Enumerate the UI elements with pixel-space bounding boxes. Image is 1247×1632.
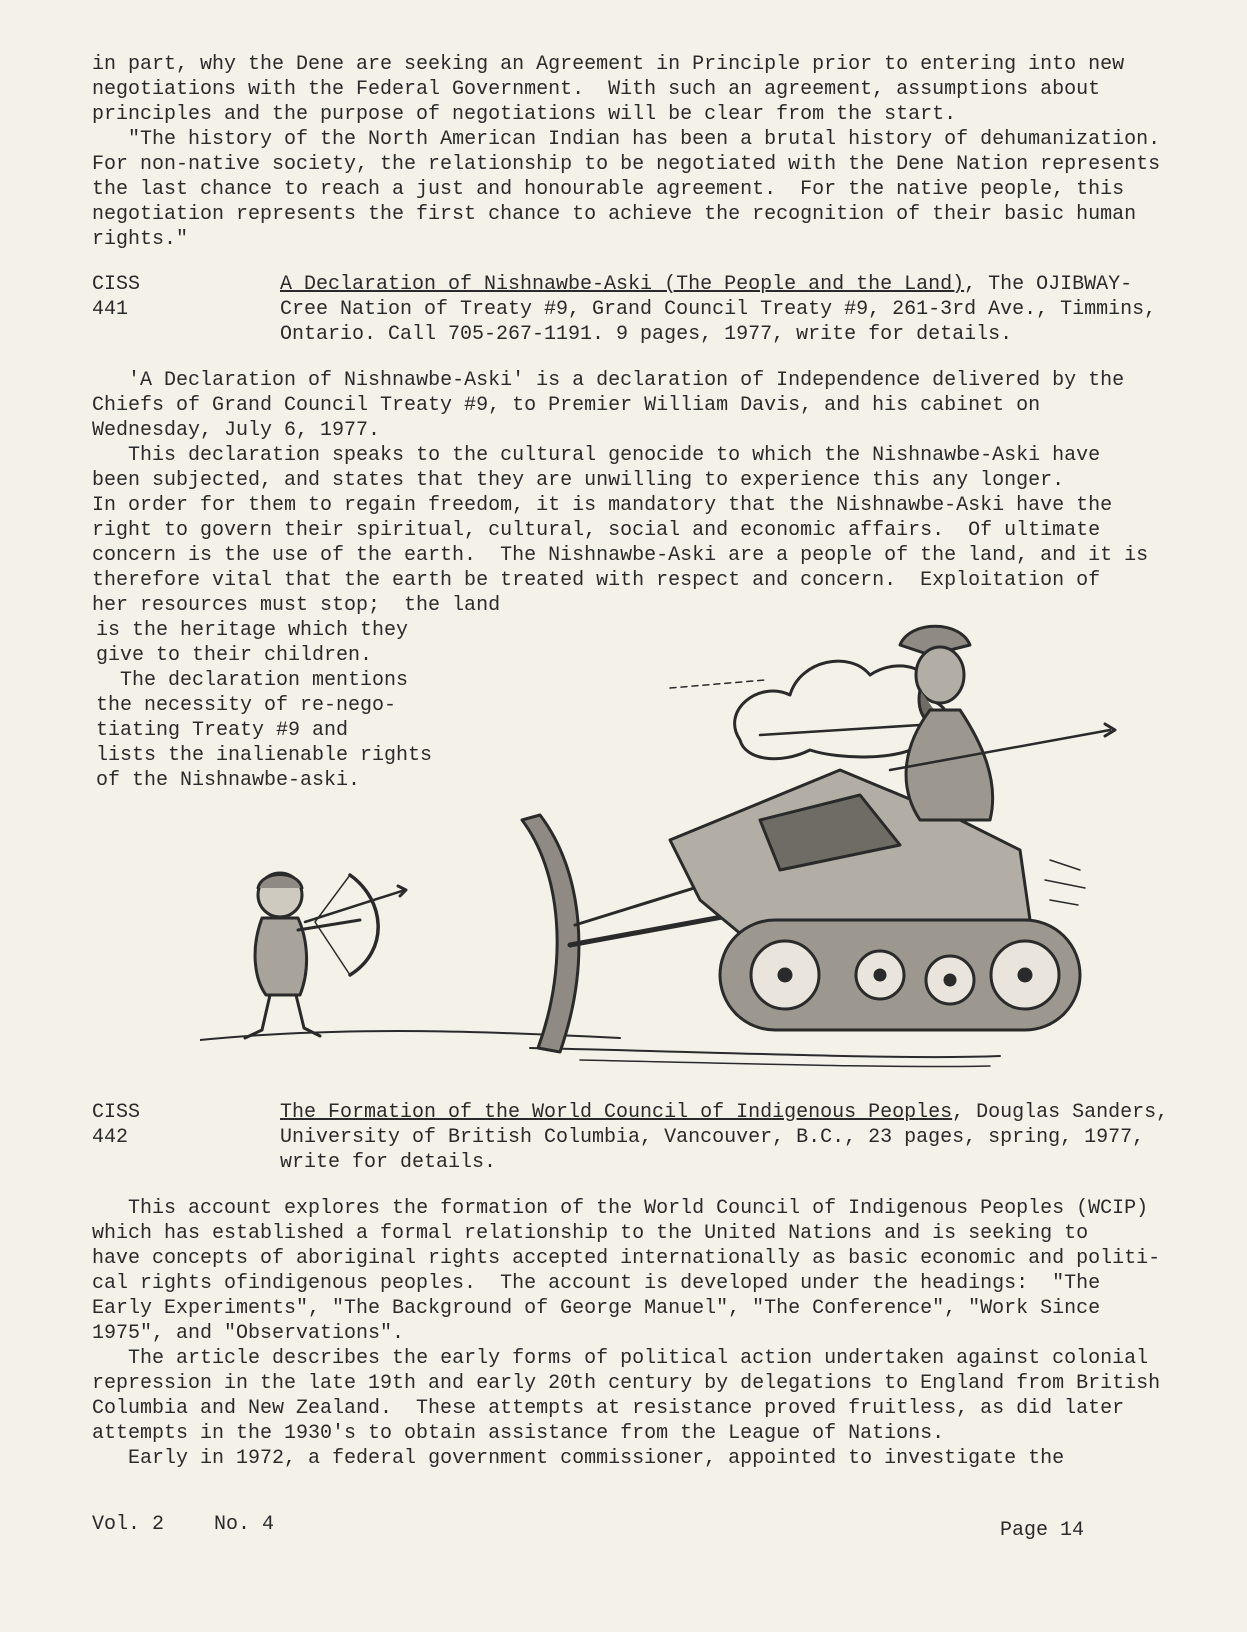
entry-441-citation [280, 272, 1180, 347]
ground-line [530, 1048, 1000, 1057]
ground-line [580, 1060, 990, 1067]
footer-number: No. 4 [214, 1513, 275, 1536]
intro-quote: "The history of the North American Indian has been a brutal history of dehumanization. For non-native society, the relationship to be negotiated with the Dene Nation represents the last chance to reach a just and honourable agreement. For the native people, this negotiation represents the first chance to achieve the recognition of their basic human rights." [92, 128, 1161, 251]
bulldozer-archer-illustration [200, 620, 1160, 1120]
entry-442-details: , Douglas Sanders, University of British Columbia, Vancouver, B.C., 23 pages, spring, 1977, write for details. [280, 1101, 1169, 1174]
entry-code-label: CISS [92, 273, 141, 296]
entry-code-number: 441 [92, 298, 129, 321]
entry-442-abstract: This account explores the formation of the World Council of Indigenous Peoples (WCIP) which has established a formal relationship to the United Nations and is seeking to have concepts of aboriginal rights accepted internationally as basic economic and politi- cal rights ofindigenous peoples. The account is developed under the headings: "The Early Experiments", "The Background of George Manuel", "The Conference", "Work Since 1975", and "Observations". The article describes the early forms of political action undertaken against colonial repression in the late 19th and early 20th century by delegations to England from British Columbia and New Zealand. These attempts at resistance proved fruitless, as did later attempts in the 1930's to obtain assistance from the League of Nations. Early in 1972, a federal government commissioner, appointed to investigate the [92, 1197, 1161, 1470]
bulldozer-blade [522, 815, 579, 1052]
entry-442-code [92, 1100, 140, 1150]
entry-442-citation [280, 1100, 1180, 1175]
entry-441-abstract-continued: is the heritage which they give to their children. The declaration mentions the necessity of re-nego- tiating Treaty #9 and lists the inalienable rights of the Nishnawbe-aski. [96, 619, 433, 792]
entry-code-number: 442 [92, 1126, 129, 1149]
entry-441-code [92, 272, 140, 322]
intro-paragraph: in part, why the Dene are seeking an Agreement in Principle prior to entering into new negotiations with the Federal Government. With such an agreement, assumptions about principles and the purpose of negotiations will be clear from the start. [92, 53, 1125, 126]
entry-441-abstract: 'A Declaration of Nishnawbe-Aski' is a declaration of Independence delivered by the Chiefs of Grand Council Treaty #9, to Premier William Davis, and his cabinet on Wednesday, July 6, 1977. This declaration speaks to the cultural genocide to which the Nishnawbe-Aski have been subjected, and states that they are unwilling to experience this any longer. In order for them to regain freedom, it is mandatory that the Nishnawbe-Aski have the right to govern their spiritual, cultural, social and economic affairs. Of ultimate concern is the use of the earth. The Nishnawbe-Aski are a people of the land, and it is therefore vital that the earth be treated with respect and concern. Exploitation of her resources must stop; the land [92, 369, 1149, 617]
page-number: Page 14 [1000, 1519, 1085, 1542]
footer-volume: Vol. 2 [92, 1513, 165, 1536]
entry-441-title: A Declaration of Nishnawbe-Aski (The People and the Land) [280, 273, 965, 296]
entry-442-title: The Formation of the World Council of Indigenous Peoples [280, 1101, 953, 1124]
entry-441-details: , The OJIBWAY-Cree Nation of Treaty #9, Grand Council Treaty #9, 261-3rd Ave., Timmins, Ontario. Call 705-267-1191. 9 pages, 1977, write for details. [280, 273, 1157, 346]
entry-code-label: CISS [92, 1101, 141, 1124]
arrow [305, 890, 405, 922]
archer-figure [245, 873, 406, 1038]
